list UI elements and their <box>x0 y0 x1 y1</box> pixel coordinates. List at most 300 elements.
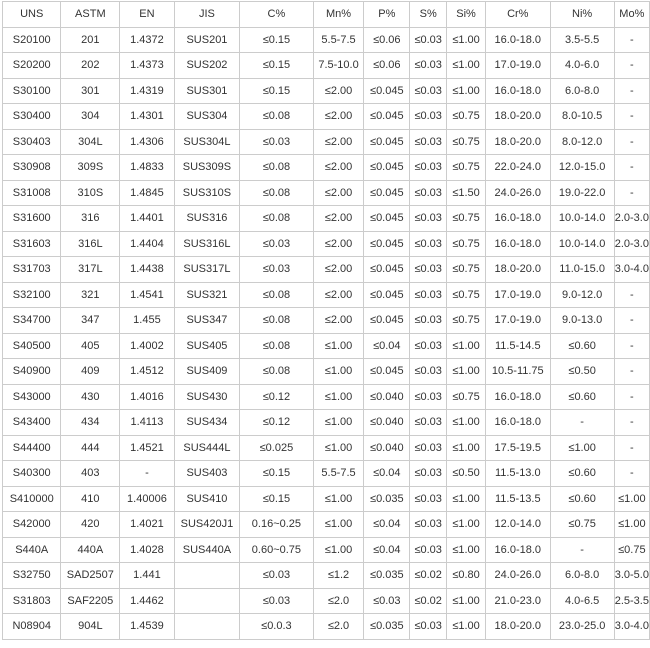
cell-silicon: ≤0.75 <box>447 206 486 232</box>
cell-en: 1.4404 <box>120 231 174 257</box>
cell-manganese: ≤2.00 <box>313 104 364 130</box>
cell-manganese: ≤1.00 <box>313 435 364 461</box>
cell-silicon: ≤1.00 <box>447 333 486 359</box>
cell-molybdenum: - <box>614 104 649 130</box>
cell-chromium: 11.5-14.5 <box>485 333 550 359</box>
cell-nickel: 10.0-14.0 <box>550 231 614 257</box>
cell-jis: SUS201 <box>174 27 240 53</box>
cell-astm: 410 <box>61 486 120 512</box>
cell-carbon: ≤0.15 <box>240 27 313 53</box>
cell-nickel: 11.0-15.0 <box>550 257 614 283</box>
cell-uns: S43000 <box>3 384 61 410</box>
cell-chromium: 24.0-26.0 <box>485 180 550 206</box>
cell-jis <box>174 588 240 614</box>
table-row <box>3 461 650 487</box>
cell-carbon: ≤0.08 <box>240 104 313 130</box>
cell-carbon: ≤0.08 <box>240 155 313 181</box>
cell-carbon: ≤0.03 <box>240 563 313 589</box>
table-body <box>3 27 650 639</box>
cell-chromium: 17.5-19.5 <box>485 435 550 461</box>
cell-jis: SUS301 <box>174 78 240 104</box>
header-uns: UNS <box>3 2 61 28</box>
cell-nickel: 8.0-12.0 <box>550 129 614 155</box>
cell-carbon: ≤0.08 <box>240 180 313 206</box>
cell-molybdenum: - <box>614 410 649 436</box>
cell-nickel: 9.0-13.0 <box>550 308 614 334</box>
table-row <box>3 512 650 538</box>
cell-silicon: ≤0.75 <box>447 282 486 308</box>
cell-uns: S43400 <box>3 410 61 436</box>
cell-chromium: 17.0-19.0 <box>485 282 550 308</box>
cell-uns: S40500 <box>3 333 61 359</box>
cell-en: 1.455 <box>120 308 174 334</box>
header-manganese: Mn% <box>313 2 364 28</box>
cell-uns: S40900 <box>3 359 61 385</box>
cell-en: 1.4512 <box>120 359 174 385</box>
cell-jis: SUS409 <box>174 359 240 385</box>
cell-manganese: ≤2.00 <box>313 155 364 181</box>
cell-phosphorus: ≤0.035 <box>364 614 410 640</box>
cell-en: 1.4539 <box>120 614 174 640</box>
cell-carbon: ≤0.08 <box>240 282 313 308</box>
cell-sulfur: ≤0.03 <box>410 537 447 563</box>
cell-phosphorus: ≤0.040 <box>364 384 410 410</box>
cell-carbon: ≤0.12 <box>240 384 313 410</box>
cell-phosphorus: ≤0.045 <box>364 129 410 155</box>
cell-jis: SUS403 <box>174 461 240 487</box>
cell-jis: SUS202 <box>174 53 240 79</box>
cell-phosphorus: ≤0.045 <box>364 308 410 334</box>
cell-astm: 202 <box>61 53 120 79</box>
cell-uns: S32100 <box>3 282 61 308</box>
cell-chromium: 11.5-13.5 <box>485 486 550 512</box>
cell-uns: S31803 <box>3 588 61 614</box>
cell-carbon: 0.16~0.25 <box>240 512 313 538</box>
table-row <box>3 155 650 181</box>
cell-carbon: ≤0.08 <box>240 308 313 334</box>
cell-uns: S32750 <box>3 563 61 589</box>
cell-sulfur: ≤0.03 <box>410 359 447 385</box>
cell-jis: SUS317L <box>174 257 240 283</box>
table-row <box>3 53 650 79</box>
cell-chromium: 16.0-18.0 <box>485 384 550 410</box>
cell-chromium: 21.0-23.0 <box>485 588 550 614</box>
cell-phosphorus: ≤0.04 <box>364 512 410 538</box>
cell-chromium: 18.0-20.0 <box>485 104 550 130</box>
cell-astm: 301 <box>61 78 120 104</box>
cell-en: 1.4002 <box>120 333 174 359</box>
cell-astm: 347 <box>61 308 120 334</box>
table-row <box>3 231 650 257</box>
cell-en: 1.4301 <box>120 104 174 130</box>
cell-manganese: ≤2.0 <box>313 614 364 640</box>
cell-uns: S410000 <box>3 486 61 512</box>
cell-chromium: 16.0-18.0 <box>485 206 550 232</box>
cell-nickel: 6.0-8.0 <box>550 563 614 589</box>
cell-sulfur: ≤0.03 <box>410 512 447 538</box>
cell-chromium: 12.0-14.0 <box>485 512 550 538</box>
cell-silicon: ≤1.50 <box>447 180 486 206</box>
cell-manganese: ≤2.00 <box>313 206 364 232</box>
cell-phosphorus: ≤0.04 <box>364 333 410 359</box>
cell-chromium: 16.0-18.0 <box>485 78 550 104</box>
cell-uns: S42000 <box>3 512 61 538</box>
cell-chromium: 18.0-20.0 <box>485 129 550 155</box>
cell-astm: 434 <box>61 410 120 436</box>
cell-molybdenum: - <box>614 180 649 206</box>
cell-manganese: ≤2.00 <box>313 129 364 155</box>
table-row <box>3 359 650 385</box>
cell-nickel: - <box>550 410 614 436</box>
cell-uns: S20100 <box>3 27 61 53</box>
cell-phosphorus: ≤0.045 <box>364 282 410 308</box>
cell-astm: 430 <box>61 384 120 410</box>
cell-astm: 310S <box>61 180 120 206</box>
cell-astm: 440A <box>61 537 120 563</box>
cell-sulfur: ≤0.03 <box>410 27 447 53</box>
cell-en: 1.4021 <box>120 512 174 538</box>
header-row <box>3 2 650 28</box>
cell-silicon: ≤1.00 <box>447 486 486 512</box>
cell-nickel: 8.0-10.5 <box>550 104 614 130</box>
header-sulfur: S% <box>410 2 447 28</box>
table-wrapper <box>2 1 650 640</box>
cell-sulfur: ≤0.03 <box>410 155 447 181</box>
cell-uns: S30400 <box>3 104 61 130</box>
table-row <box>3 563 650 589</box>
cell-jis: SUS316L <box>174 231 240 257</box>
cell-astm: 403 <box>61 461 120 487</box>
cell-molybdenum: 3.0-4.0 <box>614 614 649 640</box>
cell-jis: SUS304L <box>174 129 240 155</box>
cell-molybdenum: 2.0-3.0 <box>614 231 649 257</box>
cell-manganese: ≤1.00 <box>313 486 364 512</box>
cell-silicon: ≤0.75 <box>447 155 486 181</box>
cell-en: 1.4306 <box>120 129 174 155</box>
cell-molybdenum: ≤1.00 <box>614 512 649 538</box>
cell-sulfur: ≤0.02 <box>410 563 447 589</box>
cell-sulfur: ≤0.03 <box>410 282 447 308</box>
cell-en: 1.4113 <box>120 410 174 436</box>
cell-uns: S31703 <box>3 257 61 283</box>
cell-carbon: ≤0.03 <box>240 588 313 614</box>
cell-en: 1.4319 <box>120 78 174 104</box>
cell-uns: S40300 <box>3 461 61 487</box>
cell-uns: S440A <box>3 537 61 563</box>
header-molybdenum: Mo% <box>614 2 649 28</box>
table-row <box>3 486 650 512</box>
cell-molybdenum: - <box>614 333 649 359</box>
cell-silicon: ≤0.75 <box>447 104 486 130</box>
cell-manganese: ≤2.0 <box>313 588 364 614</box>
table-row <box>3 435 650 461</box>
cell-nickel: 3.5-5.5 <box>550 27 614 53</box>
cell-sulfur: ≤0.03 <box>410 180 447 206</box>
cell-phosphorus: ≤0.045 <box>364 78 410 104</box>
cell-phosphorus: ≤0.045 <box>364 257 410 283</box>
cell-molybdenum: - <box>614 155 649 181</box>
cell-silicon: ≤0.75 <box>447 231 486 257</box>
cell-jis: SUS309S <box>174 155 240 181</box>
header-nickel: Ni% <box>550 2 614 28</box>
cell-molybdenum: 2.0-3.0 <box>614 206 649 232</box>
cell-en: 1.4028 <box>120 537 174 563</box>
cell-chromium: 22.0-24.0 <box>485 155 550 181</box>
table-row <box>3 537 650 563</box>
cell-astm: 444 <box>61 435 120 461</box>
cell-chromium: 18.0-20.0 <box>485 257 550 283</box>
cell-nickel: 6.0-8.0 <box>550 78 614 104</box>
cell-uns: S20200 <box>3 53 61 79</box>
cell-uns: S30908 <box>3 155 61 181</box>
cell-manganese: ≤1.00 <box>313 384 364 410</box>
header-jis: JIS <box>174 2 240 28</box>
header-silicon: Si% <box>447 2 486 28</box>
cell-silicon: ≤0.75 <box>447 384 486 410</box>
cell-astm: SAD2507 <box>61 563 120 589</box>
table-row <box>3 384 650 410</box>
cell-manganese: ≤1.00 <box>313 537 364 563</box>
cell-sulfur: ≤0.03 <box>410 257 447 283</box>
header-en: EN <box>120 2 174 28</box>
cell-jis: SUS405 <box>174 333 240 359</box>
cell-phosphorus: ≤0.04 <box>364 537 410 563</box>
cell-sulfur: ≤0.03 <box>410 486 447 512</box>
cell-silicon: ≤1.00 <box>447 588 486 614</box>
cell-astm: 316 <box>61 206 120 232</box>
cell-phosphorus: ≤0.040 <box>364 410 410 436</box>
cell-en: 1.4438 <box>120 257 174 283</box>
cell-sulfur: ≤0.03 <box>410 231 447 257</box>
cell-silicon: ≤1.00 <box>447 53 486 79</box>
cell-carbon: ≤0.08 <box>240 359 313 385</box>
cell-phosphorus: ≤0.045 <box>364 359 410 385</box>
cell-astm: 309S <box>61 155 120 181</box>
cell-carbon: 0.60~0.75 <box>240 537 313 563</box>
cell-nickel: ≤0.75 <box>550 512 614 538</box>
cell-jis: SUS347 <box>174 308 240 334</box>
cell-sulfur: ≤0.03 <box>410 410 447 436</box>
cell-carbon: ≤0.15 <box>240 53 313 79</box>
cell-uns: S30403 <box>3 129 61 155</box>
cell-silicon: ≤1.00 <box>447 27 486 53</box>
cell-molybdenum: - <box>614 282 649 308</box>
cell-phosphorus: ≤0.045 <box>364 206 410 232</box>
cell-phosphorus: ≤0.035 <box>364 486 410 512</box>
cell-silicon: ≤1.00 <box>447 435 486 461</box>
cell-uns: S30100 <box>3 78 61 104</box>
cell-manganese: ≤1.00 <box>313 512 364 538</box>
cell-manganese: ≤2.00 <box>313 257 364 283</box>
table-row <box>3 129 650 155</box>
cell-astm: SAF2205 <box>61 588 120 614</box>
cell-nickel: ≤1.00 <box>550 435 614 461</box>
cell-jis: SUS310S <box>174 180 240 206</box>
cell-en: 1.441 <box>120 563 174 589</box>
cell-chromium: 16.0-18.0 <box>485 27 550 53</box>
cell-manganese: ≤2.00 <box>313 231 364 257</box>
cell-en: 1.4541 <box>120 282 174 308</box>
cell-jis: SUS420J1 <box>174 512 240 538</box>
cell-sulfur: ≤0.03 <box>410 461 447 487</box>
cell-manganese: ≤2.00 <box>313 308 364 334</box>
cell-manganese: ≤2.00 <box>313 282 364 308</box>
cell-sulfur: ≤0.03 <box>410 435 447 461</box>
cell-manganese: ≤2.00 <box>313 180 364 206</box>
cell-astm: 304 <box>61 104 120 130</box>
cell-carbon: ≤0.0.3 <box>240 614 313 640</box>
cell-silicon: ≤1.00 <box>447 410 486 436</box>
cell-sulfur: ≤0.03 <box>410 333 447 359</box>
cell-manganese: 5.5-7.5 <box>313 27 364 53</box>
header-chromium: Cr% <box>485 2 550 28</box>
cell-chromium: 24.0-26.0 <box>485 563 550 589</box>
cell-chromium: 11.5-13.0 <box>485 461 550 487</box>
cell-molybdenum: - <box>614 53 649 79</box>
cell-chromium: 18.0-20.0 <box>485 614 550 640</box>
cell-sulfur: ≤0.03 <box>410 78 447 104</box>
cell-en: 1.4401 <box>120 206 174 232</box>
cell-jis: SUS440A <box>174 537 240 563</box>
cell-molybdenum: - <box>614 78 649 104</box>
cell-sulfur: ≤0.03 <box>410 104 447 130</box>
table-row <box>3 308 650 334</box>
cell-jis: SUS410 <box>174 486 240 512</box>
header-phosphorus: P% <box>364 2 410 28</box>
cell-en: 1.4833 <box>120 155 174 181</box>
cell-phosphorus: ≤0.06 <box>364 27 410 53</box>
cell-manganese: ≤1.00 <box>313 333 364 359</box>
cell-nickel: 10.0-14.0 <box>550 206 614 232</box>
cell-phosphorus: ≤0.045 <box>364 231 410 257</box>
cell-phosphorus: ≤0.035 <box>364 563 410 589</box>
table-row <box>3 282 650 308</box>
cell-silicon: ≤0.75 <box>447 308 486 334</box>
cell-nickel: 12.0-15.0 <box>550 155 614 181</box>
cell-phosphorus: ≤0.04 <box>364 461 410 487</box>
cell-en: 1.4462 <box>120 588 174 614</box>
cell-jis: SUS434 <box>174 410 240 436</box>
cell-chromium: 16.0-18.0 <box>485 231 550 257</box>
cell-nickel: 9.0-12.0 <box>550 282 614 308</box>
cell-molybdenum: - <box>614 461 649 487</box>
cell-sulfur: ≤0.03 <box>410 206 447 232</box>
cell-carbon: ≤0.025 <box>240 435 313 461</box>
table-row <box>3 410 650 436</box>
cell-phosphorus: ≤0.03 <box>364 588 410 614</box>
cell-silicon: ≤1.00 <box>447 614 486 640</box>
cell-nickel: ≤0.60 <box>550 486 614 512</box>
cell-carbon: ≤0.15 <box>240 461 313 487</box>
cell-nickel: 4.0-6.0 <box>550 53 614 79</box>
cell-astm: 304L <box>61 129 120 155</box>
cell-molybdenum: - <box>614 308 649 334</box>
cell-carbon: ≤0.08 <box>240 206 313 232</box>
cell-silicon: ≤1.00 <box>447 512 486 538</box>
cell-astm: 317L <box>61 257 120 283</box>
cell-molybdenum: ≤0.75 <box>614 537 649 563</box>
cell-carbon: ≤0.15 <box>240 486 313 512</box>
cell-uns: S31600 <box>3 206 61 232</box>
cell-nickel: ≤0.60 <box>550 333 614 359</box>
cell-carbon: ≤0.08 <box>240 333 313 359</box>
cell-molybdenum: - <box>614 384 649 410</box>
cell-molybdenum: - <box>614 27 649 53</box>
cell-uns: N08904 <box>3 614 61 640</box>
cell-en: 1.4521 <box>120 435 174 461</box>
cell-astm: 405 <box>61 333 120 359</box>
cell-jis: SUS321 <box>174 282 240 308</box>
cell-chromium: 10.5-11.75 <box>485 359 550 385</box>
cell-phosphorus: ≤0.045 <box>364 155 410 181</box>
cell-molybdenum: - <box>614 359 649 385</box>
cell-jis <box>174 563 240 589</box>
cell-astm: 420 <box>61 512 120 538</box>
cell-en: - <box>120 461 174 487</box>
cell-en: 1.4016 <box>120 384 174 410</box>
cell-silicon: ≤0.75 <box>447 257 486 283</box>
cell-silicon: ≤1.00 <box>447 78 486 104</box>
cell-nickel: ≤0.60 <box>550 384 614 410</box>
cell-sulfur: ≤0.02 <box>410 588 447 614</box>
cell-silicon: ≤0.80 <box>447 563 486 589</box>
cell-sulfur: ≤0.03 <box>410 53 447 79</box>
table-row <box>3 257 650 283</box>
cell-astm: 904L <box>61 614 120 640</box>
cell-astm: 321 <box>61 282 120 308</box>
table-row <box>3 333 650 359</box>
cell-molybdenum: ≤1.00 <box>614 486 649 512</box>
cell-astm: 409 <box>61 359 120 385</box>
cell-nickel: 19.0-22.0 <box>550 180 614 206</box>
cell-carbon: ≤0.15 <box>240 78 313 104</box>
cell-uns: S44400 <box>3 435 61 461</box>
cell-phosphorus: ≤0.045 <box>364 180 410 206</box>
cell-manganese: ≤2.00 <box>313 78 364 104</box>
cell-phosphorus: ≤0.06 <box>364 53 410 79</box>
cell-molybdenum: - <box>614 435 649 461</box>
header-carbon: C% <box>240 2 313 28</box>
cell-silicon: ≤0.75 <box>447 129 486 155</box>
cell-en: 1.4372 <box>120 27 174 53</box>
cell-jis: SUS316 <box>174 206 240 232</box>
cell-chromium: 16.0-18.0 <box>485 537 550 563</box>
cell-silicon: ≤0.50 <box>447 461 486 487</box>
stainless-grade-table <box>2 1 650 640</box>
cell-uns: S31603 <box>3 231 61 257</box>
cell-uns: S34700 <box>3 308 61 334</box>
cell-molybdenum: 3.0-4.0 <box>614 257 649 283</box>
cell-astm: 316L <box>61 231 120 257</box>
table-row <box>3 104 650 130</box>
table-row <box>3 78 650 104</box>
cell-en: 1.40006 <box>120 486 174 512</box>
cell-nickel: ≤0.60 <box>550 461 614 487</box>
cell-phosphorus: ≤0.040 <box>364 435 410 461</box>
cell-molybdenum: - <box>614 129 649 155</box>
cell-carbon: ≤0.03 <box>240 129 313 155</box>
cell-jis <box>174 614 240 640</box>
cell-silicon: ≤1.00 <box>447 537 486 563</box>
cell-manganese: 5.5-7.5 <box>313 461 364 487</box>
cell-sulfur: ≤0.03 <box>410 129 447 155</box>
cell-jis: SUS304 <box>174 104 240 130</box>
cell-en: 1.4373 <box>120 53 174 79</box>
cell-molybdenum: 3.0-5.0 <box>614 563 649 589</box>
cell-sulfur: ≤0.03 <box>410 308 447 334</box>
table-row <box>3 588 650 614</box>
cell-chromium: 17.0-19.0 <box>485 308 550 334</box>
